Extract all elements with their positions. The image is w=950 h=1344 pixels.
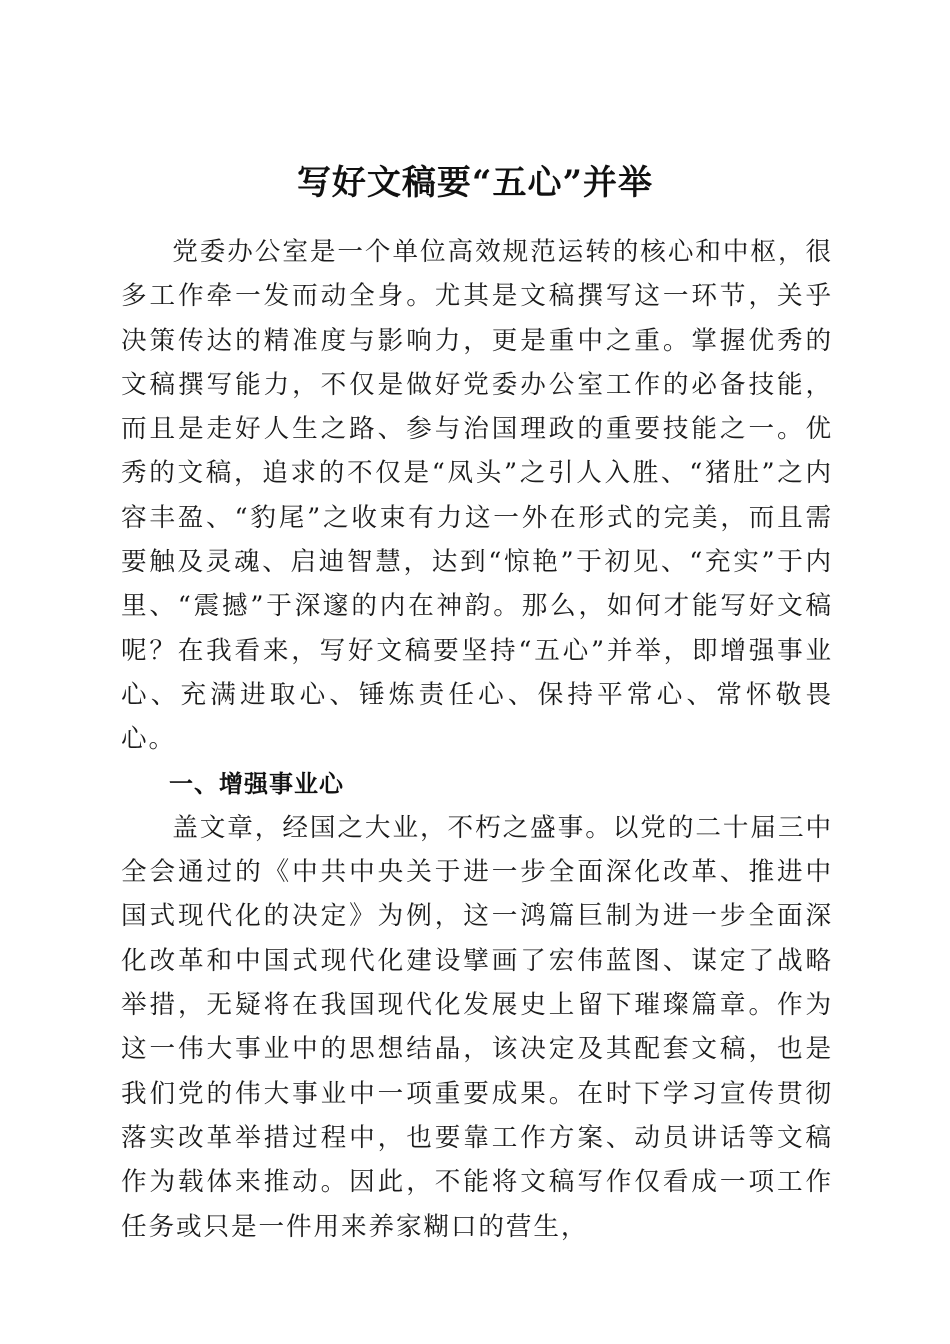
- intro-paragraph: 党委办公室是一个单位高效规范运转的核心和中枢，很多工作牵一发而动全身。尤其是文稿撰写这一环节，关乎决策传达的精准度与影响力，更是重中之重。掌握优秀的文稿撰写能力，不仅是做好党委办公室工作的必备技能，而且是走好人生之路、参与治国理政的重要技能之一。优秀的文稿，追求的不仅是“凤头”之引人入胜、“猪肚”之内容丰盈、“豹尾”之收束有力这一外在形式的完美，而且需要触及灵魂、启迪智慧，达到“惊艳”于初见、“充实”于内里、“震撼”于深邃的内在神韵。那么，如何才能写好文稿呢？在我看来，写好文稿要坚持“五心”并举，即增强事业心、充满进取心、锤炼责任心、保持平常心、常怀敬畏心。: [121, 237, 833, 755]
- document-title: 写好文稿要“五心”并举: [296, 162, 654, 203]
- document-body: [121, 230, 833, 1249]
- section-paragraph: 盖文章，经国之大业，不朽之盛事。以党的二十届三中全会通过的《中共中央关于进一步全面深化改革、推进中国式现代化的决定》为例，这一鸿篇巨制为进一步全面深化改革和中国式现代化建设擘画了宏伟蓝图、谋定了战略举措，无疑将在我国现代化发展史上留下璀璨篇章。作为这一伟大事业中的思想结晶，该决定及其配套文稿，也是我们党的伟大事业中一项重要成果。在时下学习宣传贯彻落实改革举措过程中，也要靠工作方案、动员讲话等文稿作为载体来推动。因此，不能将文稿写作仅看成一项工作任务或只是一件用来养家糊口的营生，: [121, 812, 833, 1242]
- section-heading: 一、增强事业心: [169, 769, 344, 798]
